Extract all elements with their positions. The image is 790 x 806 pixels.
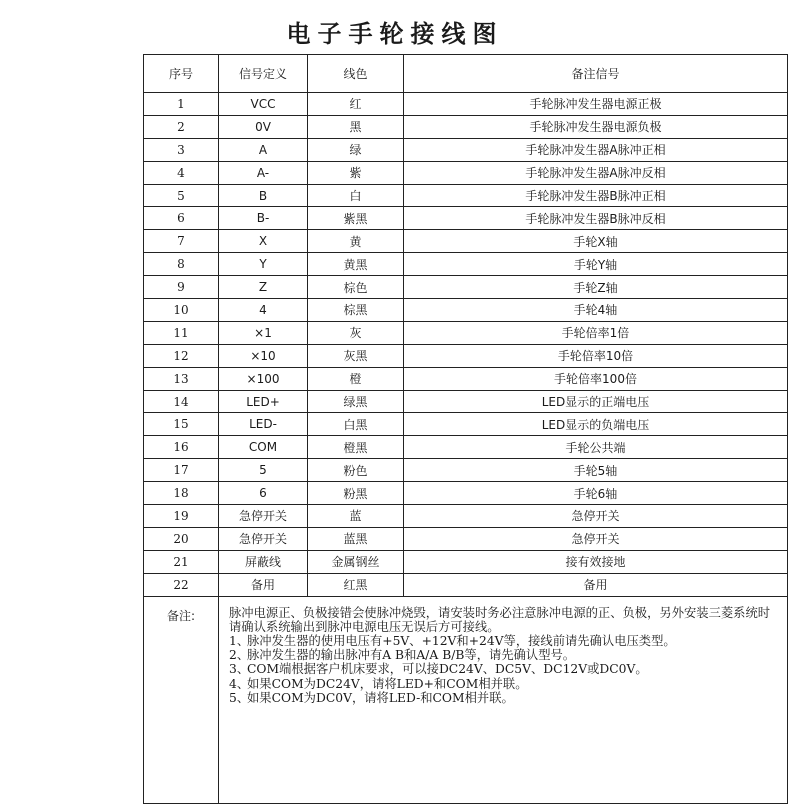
wiring-table [143,54,788,804]
header-wire-color: 线色 [308,55,404,93]
cell-remark: 手轮6轴 [404,482,788,505]
cell-remark: 手轮脉冲发生器A脉冲反相 [404,161,788,184]
cell-signal: 0V [219,115,308,138]
cell-no: 12 [144,344,219,367]
cell-signal: Z [219,276,308,299]
cell-no: 8 [144,253,219,276]
cell-remark: 手轮脉冲发生器电源正极 [404,93,788,116]
notes-item [229,677,779,691]
notes-item-text: 如果COM为DC24V，请将LED+和COM相并联。 [247,676,528,691]
cell-wire-color: 黄黑 [308,253,404,276]
table-row [144,413,788,436]
table-row [144,321,788,344]
cell-wire-color: 白 [308,184,404,207]
document-title: 电子手轮接线图 [286,19,504,48]
cell-no: 16 [144,436,219,459]
cell-signal: B [219,184,308,207]
notes-item-number: 2、 [229,648,250,663]
cell-remark: 接有效接地 [404,550,788,573]
cell-remark: 手轮4轴 [404,299,788,322]
table-row [144,253,788,276]
cell-remark: 手轮公共端 [404,436,788,459]
table-row [144,115,788,138]
notes-list [229,634,779,705]
cell-wire-color: 黑 [308,115,404,138]
cell-no: 2 [144,115,219,138]
cell-signal: 急停开关 [219,505,308,528]
cell-remark: 手轮5轴 [404,459,788,482]
table-row [144,93,788,116]
table-row [144,230,788,253]
cell-wire-color: 棕黑 [308,299,404,322]
cell-no: 9 [144,276,219,299]
cell-signal: ×1 [219,321,308,344]
cell-signal: 备用 [219,573,308,596]
cell-no: 3 [144,138,219,161]
table-row [144,390,788,413]
cell-wire-color: 黄 [308,230,404,253]
cell-no: 17 [144,459,219,482]
table-row [144,482,788,505]
cell-wire-color: 粉色 [308,459,404,482]
cell-remark: 备用 [404,573,788,596]
notes-item-text: 脉冲发生器的输出脉冲有A B和A/A B/B等，请先确认型号。 [247,648,576,663]
cell-wire-color: 灰黑 [308,344,404,367]
notes-body [219,597,787,705]
cell-no: 19 [144,505,219,528]
table-row [144,344,788,367]
notes-item-number: 1、 [229,634,250,648]
cell-remark: 急停开关 [404,505,788,528]
cell-remark: 手轮倍率100倍 [404,367,788,390]
cell-no: 20 [144,527,219,550]
cell-no: 18 [144,482,219,505]
table-row [144,207,788,230]
cell-wire-color: 橙 [308,367,404,390]
table-row [144,573,788,596]
table-row [144,161,788,184]
cell-wire-color: 棕色 [308,276,404,299]
cell-signal: ×10 [219,344,308,367]
cell-remark: 手轮倍率1倍 [404,321,788,344]
cell-remark: LED显示的负端电压 [404,413,788,436]
cell-no: 10 [144,299,219,322]
cell-no: 1 [144,93,219,116]
header-no: 序号 [144,55,219,93]
cell-wire-color: 绿黑 [308,390,404,413]
cell-remark: 手轮脉冲发生器B脉冲正相 [404,184,788,207]
cell-no: 15 [144,413,219,436]
cell-wire-color: 灰 [308,321,404,344]
cell-no: 4 [144,161,219,184]
cell-signal: B- [219,207,308,230]
notes-cell [219,596,788,803]
cell-remark: 手轮Y轴 [404,253,788,276]
notes-intro: 脉冲电源正、负极接错会使脉冲烧毁，请安装时务必注意脉冲电源的正、负极，另外安装三菱系统时请确认系统输出到脉冲电源电压无误后方可接线。 [229,605,771,634]
table-body [144,93,788,597]
table-row [144,299,788,322]
table-row [144,367,788,390]
cell-no: 21 [144,550,219,573]
cell-remark: 手轮X轴 [404,230,788,253]
cell-wire-color: 红黑 [308,573,404,596]
table-row [144,184,788,207]
cell-signal: 5 [219,459,308,482]
notes-item-number: 4、 [229,676,250,691]
cell-wire-color: 蓝黑 [308,527,404,550]
cell-no: 11 [144,321,219,344]
header-remark: 备注信号 [404,55,788,93]
notes-item [229,634,779,648]
cell-wire-color: 紫 [308,161,404,184]
table-row [144,138,788,161]
cell-signal: ×100 [219,367,308,390]
notes-item-text: COM端根据客户机床要求，可以接DC24V、DC5V、DC12V或DC0V。 [247,662,648,677]
cell-remark: 手轮脉冲发生器A脉冲正相 [404,138,788,161]
notes-item [229,648,779,662]
cell-no: 7 [144,230,219,253]
notes-item-number: 5、 [229,690,250,705]
notes-row [144,596,788,803]
cell-no: 13 [144,367,219,390]
cell-remark: 手轮Z轴 [404,276,788,299]
cell-wire-color: 白黑 [308,413,404,436]
cell-wire-color: 橙黑 [308,436,404,459]
cell-signal: LED- [219,413,308,436]
notes-item-text: 脉冲发生器的使用电压有+5V、+12V和+24V等，接线前请先确认电压类型。 [247,634,676,648]
cell-no: 14 [144,390,219,413]
table-row [144,505,788,528]
cell-no: 5 [144,184,219,207]
cell-signal: 4 [219,299,308,322]
cell-wire-color: 紫黑 [308,207,404,230]
table-row [144,436,788,459]
cell-signal: A- [219,161,308,184]
notes-item-number: 3、 [229,662,250,677]
cell-no: 6 [144,207,219,230]
cell-wire-color: 粉黑 [308,482,404,505]
cell-remark: 手轮脉冲发生器电源负极 [404,115,788,138]
notes-item-text: 如果COM为DC0V，请将LED-和COM相并联。 [247,690,514,705]
table-row [144,459,788,482]
cell-signal: VCC [219,93,308,116]
notes-item [229,691,779,705]
cell-signal: X [219,230,308,253]
notes-label: 备注: [144,596,219,803]
table-header-row [144,55,788,93]
cell-signal: COM [219,436,308,459]
cell-remark: 手轮脉冲发生器B脉冲反相 [404,207,788,230]
cell-remark: 手轮倍率10倍 [404,344,788,367]
table-row [144,276,788,299]
cell-signal: A [219,138,308,161]
table-row [144,527,788,550]
cell-remark: 急停开关 [404,527,788,550]
notes-item [229,662,779,676]
cell-wire-color: 红 [308,93,404,116]
cell-signal: 6 [219,482,308,505]
cell-signal: 屏蔽线 [219,550,308,573]
table-row [144,550,788,573]
cell-wire-color: 绿 [308,138,404,161]
header-signal: 信号定义 [219,55,308,93]
cell-signal: Y [219,253,308,276]
cell-wire-color: 蓝 [308,505,404,528]
cell-signal: LED+ [219,390,308,413]
cell-wire-color: 金属钢丝 [308,550,404,573]
cell-no: 22 [144,573,219,596]
cell-signal: 急停开关 [219,527,308,550]
cell-remark: LED显示的正端电压 [404,390,788,413]
